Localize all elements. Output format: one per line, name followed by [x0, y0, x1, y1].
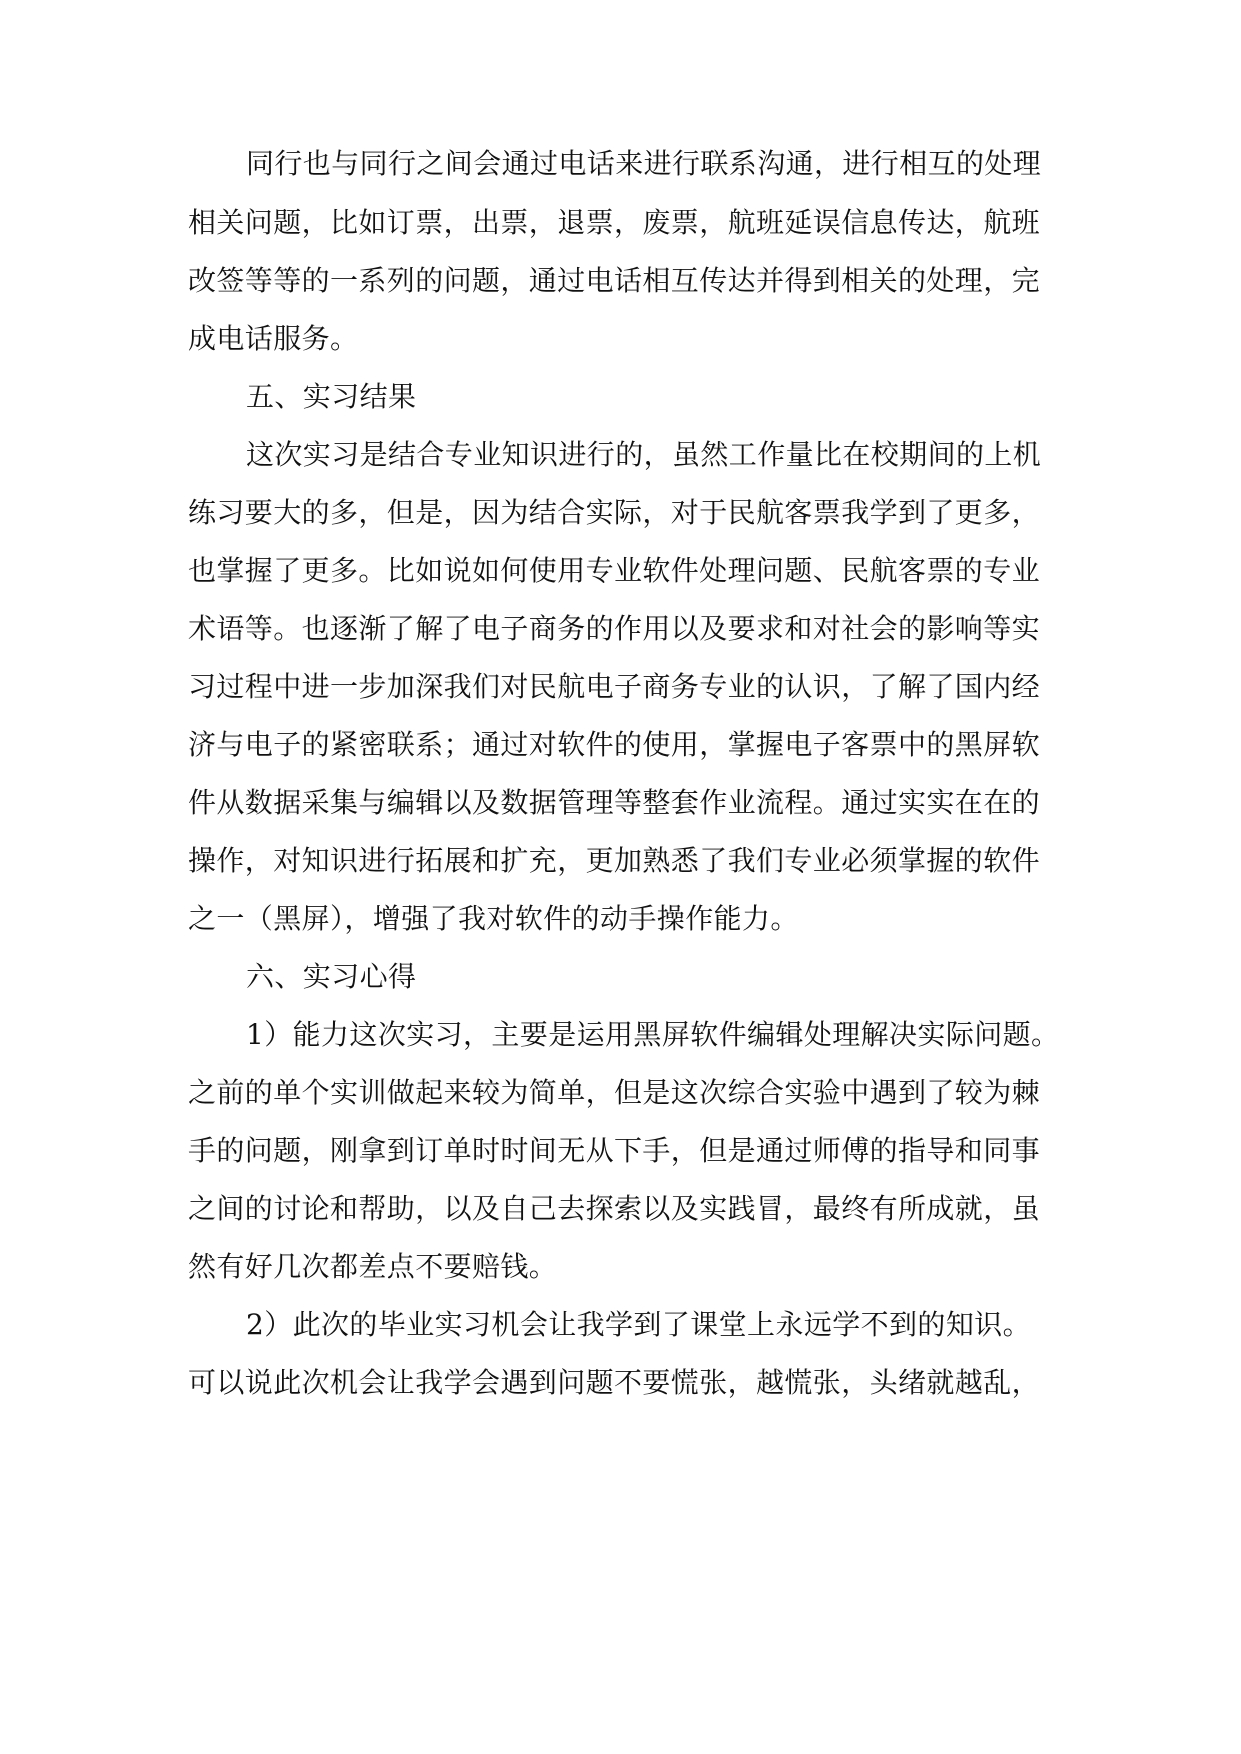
section-heading: 五、实习结果 — [246, 380, 417, 413]
paragraph-line: 也掌握了更多。比如说如何使用专业软件处理问题、民航客票的专业 — [188, 554, 1041, 587]
paragraph-line: 然有好几次都差点不要赔钱。 — [188, 1250, 558, 1283]
paragraph-line: 这次实习是结合专业知识进行的，虽然工作量比在校期间的上机 — [246, 438, 1042, 471]
paragraph-line: 1）能力这次实习，主要是运用黑屏软件编辑处理解决实际问题。 — [246, 1018, 1060, 1051]
paragraph-line: 手的问题，刚拿到订单时时间无从下手，但是通过师傅的指导和同事 — [188, 1134, 1041, 1167]
section-heading: 六、实习心得 — [246, 960, 417, 993]
paragraph-line: 济与电子的紧密联系；通过对软件的使用，掌握电子客票中的黑屏软 — [188, 728, 1041, 761]
paragraph-line: 之一（黑屏），增强了我对软件的动手操作能力。 — [188, 902, 799, 935]
paragraph-line: 习过程中进一步加深我们对民航电子商务专业的认识，了解了国内经 — [188, 670, 1041, 703]
paragraph-line: 2）此次的毕业实习机会让我学到了课堂上永远学不到的知识。 — [246, 1308, 1032, 1341]
paragraph-line: 术语等。也逐渐了解了电子商务的作用以及要求和对社会的影响等实 — [188, 612, 1041, 645]
paragraph-line: 成电话服务。 — [188, 322, 359, 355]
paragraph-line: 之间的讨论和帮助，以及自己去探索以及实践冒，最终有所成就，虽 — [188, 1192, 1041, 1225]
paragraph-line: 练习要大的多，但是，因为结合实际，对于民航客票我学到了更多， — [188, 496, 1041, 529]
paragraph-line: 相关问题，比如订票，出票，退票，废票，航班延误信息传达，航班 — [188, 206, 1041, 239]
paragraph-line: 同行也与同行之间会通过电话来进行联系沟通，进行相互的处理 — [246, 147, 1042, 180]
paragraph-line: 改签等等的一系列的问题，通过电话相互传达并得到相关的处理，完 — [188, 264, 1041, 297]
paragraph-line: 之前的单个实训做起来较为简单，但是这次综合实验中遇到了较为棘 — [188, 1076, 1041, 1109]
paragraph-line: 可以说此次机会让我学会遇到问题不要慌张，越慌张，头绪就越乱， — [188, 1366, 1041, 1399]
paragraph-line: 件从数据采集与编辑以及数据管理等整套作业流程。通过实实在在的 — [188, 786, 1041, 819]
paragraph-line: 操作，对知识进行拓展和扩充，更加熟悉了我们专业必须掌握的软件 — [188, 844, 1041, 877]
